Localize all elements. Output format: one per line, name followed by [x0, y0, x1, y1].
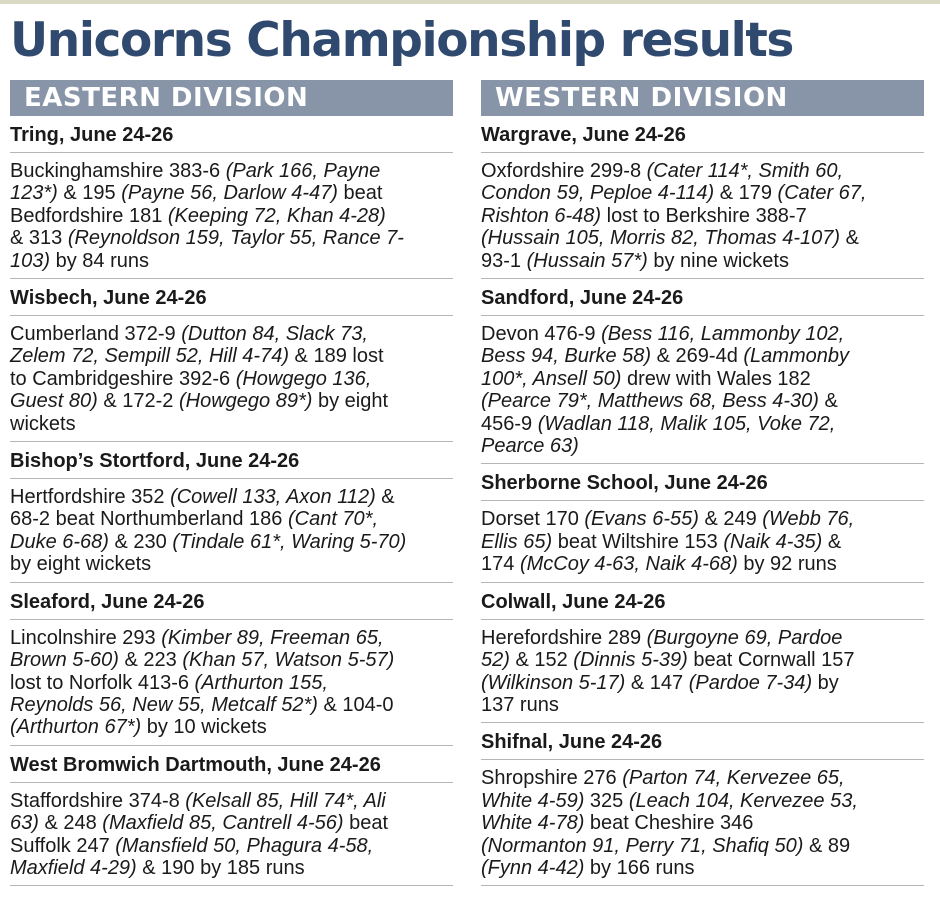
- match-result: [481, 620, 924, 724]
- scorer-detail: 100*, Ansell 50): [481, 367, 622, 390]
- scorer-detail: (Naik 4-35): [723, 530, 823, 553]
- score-text: beat: [337, 182, 383, 205]
- scorer-detail: (Howgego 89*): [179, 390, 313, 413]
- result-line: [481, 531, 924, 553]
- result-line: [10, 649, 453, 671]
- eastern-division-column: [10, 80, 453, 886]
- scorer-detail: 123*): [10, 182, 58, 205]
- match-result: [10, 316, 453, 442]
- scorer-detail: (Khan 57, Watson 5-57): [182, 649, 395, 672]
- score-text: & 172-2: [97, 390, 179, 413]
- page-title: Unicorns Championship results: [10, 13, 794, 68]
- score-text: Herefordshire 289: [481, 626, 647, 649]
- score-text: 174: [481, 553, 520, 576]
- match-venue: Wargrave, June 24-26: [481, 116, 924, 153]
- score-text: &: [840, 227, 859, 250]
- top-rule: [0, 0, 940, 4]
- result-line: [10, 413, 453, 435]
- score-text: &: [822, 530, 842, 553]
- scorer-detail: (Hussain 57*): [526, 249, 648, 272]
- score-text: &: [818, 390, 838, 413]
- score-text: & 313: [10, 227, 68, 250]
- scorer-detail: (Cowell 133, Axon 112): [170, 486, 376, 509]
- score-text: by 10 wickets: [141, 716, 267, 739]
- match-result: [481, 316, 924, 464]
- result-line: [481, 182, 924, 204]
- score-text: 456-9: [481, 412, 538, 435]
- scorer-detail: Brown 5-60): [10, 649, 119, 672]
- score-text: Bedfordshire 181: [10, 204, 168, 227]
- score-text: & 190 by 185 runs: [136, 856, 305, 879]
- scorer-detail: (Leach 104, Kervezee 53,: [628, 789, 858, 812]
- result-line: [481, 390, 924, 412]
- result-line: [481, 767, 924, 789]
- result-line: [10, 857, 453, 879]
- scorer-detail: (Wadlan 118, Malik 105, Voke 72,: [537, 412, 836, 435]
- score-text: Cumberland 372-9: [10, 323, 182, 346]
- scorer-detail: Zelem 72, Sempill 52, Hill 4-74): [10, 345, 289, 368]
- score-text: Devon 476-9: [481, 323, 602, 346]
- scorer-detail: (Dutton 84, Slack 73,: [181, 323, 368, 346]
- result-line: [481, 160, 924, 182]
- result-line: [10, 250, 453, 272]
- scorer-detail: Rishton 6-48): [481, 204, 602, 227]
- scorer-detail: (McCoy 4-63, Naik 4-68): [519, 553, 738, 576]
- result-line: [10, 323, 453, 345]
- score-text: & 147: [625, 671, 689, 694]
- scorer-detail: Bess 94, Burke 58): [481, 345, 652, 368]
- result-line: [481, 649, 924, 671]
- eastern-division-banner: EASTERN DIVISION: [10, 80, 453, 116]
- result-line: [481, 553, 924, 575]
- result-line: [481, 812, 924, 834]
- score-text: wickets: [10, 412, 76, 435]
- score-text: by eight: [312, 390, 389, 413]
- scorer-detail: (Howgego 136,: [235, 367, 372, 390]
- score-text: to Cambridgeshire 392-6: [10, 367, 236, 390]
- score-text: Staffordshire 374-8: [10, 789, 186, 812]
- scorer-detail: (Pearce 79*, Matthews 68, Bess 4-30): [481, 390, 819, 413]
- scorer-detail: (Dinnis 5-39): [573, 649, 688, 672]
- result-line: [10, 835, 453, 857]
- result-line: [481, 345, 924, 367]
- result-line: [10, 531, 453, 553]
- score-text: & 179: [714, 182, 778, 205]
- score-text: by 84 runs: [50, 249, 149, 272]
- scorer-detail: (Evans 6-55): [584, 508, 699, 531]
- scorer-detail: Maxfield 4-29): [10, 856, 137, 879]
- match-result: [10, 479, 453, 583]
- scorer-detail: (Pardoe 7-34): [688, 671, 813, 694]
- result-line: [10, 345, 453, 367]
- result-line: [10, 486, 453, 508]
- score-text: lost to Berkshire 388-7: [601, 204, 807, 227]
- score-text: Oxfordshire 299-8: [481, 160, 647, 182]
- result-line: [10, 368, 453, 390]
- match-venue: Bishop’s Stortford, June 24-26: [10, 442, 453, 479]
- result-line: [481, 627, 924, 649]
- result-line: [10, 694, 453, 716]
- score-text: 93-1: [481, 249, 527, 272]
- result-line: [10, 182, 453, 204]
- result-line: [10, 508, 453, 530]
- match-venue: Shifnal, June 24-26: [481, 723, 924, 760]
- score-text: by 166 runs: [584, 856, 695, 879]
- score-text: Dorset 170: [481, 508, 585, 531]
- match-result: [481, 501, 924, 582]
- scorer-detail: Ellis 65): [481, 530, 553, 553]
- score-text: by eight wickets: [10, 553, 152, 576]
- scorer-detail: (Maxfield 85, Cantrell 4-56): [102, 812, 344, 835]
- score-text: & 248: [38, 812, 103, 835]
- score-text: & 195: [57, 182, 122, 205]
- result-line: [481, 694, 924, 716]
- match-venue: Sandford, June 24-26: [481, 279, 924, 316]
- match-result: [10, 783, 453, 887]
- scorer-detail: Condon 59, Peploe 4-114): [481, 182, 715, 205]
- match-venue: Sherborne School, June 24-26: [481, 464, 924, 501]
- result-line: [10, 205, 453, 227]
- scorer-detail: (Cant 70*,: [287, 508, 379, 531]
- scorer-detail: (Reynoldson 159, Taylor 55, Rance 7-: [67, 227, 404, 250]
- scorer-detail: (Cater 67,: [777, 182, 867, 205]
- scorer-detail: (Hussain 105, Morris 82, Thomas 4-107): [481, 227, 841, 250]
- scorer-detail: (Fynn 4-42): [481, 856, 585, 879]
- score-text: beat Cornwall 157: [687, 649, 855, 672]
- score-text: & 249: [698, 508, 763, 531]
- scorer-detail: (Wilkinson 5-17): [481, 671, 626, 694]
- score-text: 137 runs: [481, 693, 559, 716]
- scorer-detail: (Arthurton 67*): [10, 716, 142, 739]
- scorer-detail: Duke 6-68): [10, 530, 109, 553]
- scorer-detail: Pearce 63): [481, 435, 579, 458]
- western-division-banner: WESTERN DIVISION: [481, 80, 924, 116]
- score-text: &: [375, 486, 395, 509]
- result-line: [10, 790, 453, 812]
- scorer-detail: (Payne 56, Darlow 4-47): [121, 182, 338, 205]
- result-line: [481, 368, 924, 390]
- match-result: [481, 760, 924, 886]
- scorer-detail: (Burgoyne 69, Pardoe: [646, 626, 843, 649]
- result-line: [10, 672, 453, 694]
- score-text: & 152: [509, 649, 574, 672]
- result-line: [481, 250, 924, 272]
- result-line: [481, 790, 924, 812]
- match-venue: Colwall, June 24-26: [481, 583, 924, 620]
- result-line: [10, 716, 453, 738]
- match-venue: Tring, June 24-26: [10, 116, 453, 153]
- match-result: [10, 620, 453, 746]
- match-venue: West Bromwich Dartmouth, June 24-26: [10, 746, 453, 783]
- score-text: & 189 lost: [289, 345, 384, 368]
- score-text: & 223: [118, 649, 183, 672]
- scorer-detail: 103): [10, 249, 51, 272]
- score-text: Hertfordshire 352: [10, 486, 171, 509]
- scorer-detail: (Park 166, Payne: [225, 160, 381, 182]
- scorer-detail: 63): [10, 812, 39, 835]
- match-result: [481, 153, 924, 279]
- western-division-column: [481, 80, 924, 886]
- score-text: Lincolnshire 293: [10, 626, 162, 649]
- score-text: Buckinghamshire 383-6: [10, 160, 226, 182]
- result-line: [481, 508, 924, 530]
- result-line: [481, 672, 924, 694]
- scorer-detail: (Lammonby: [743, 345, 849, 368]
- scorer-detail: (Bess 116, Lammonby 102,: [601, 323, 845, 346]
- score-text: & 230: [108, 530, 173, 553]
- result-line: [10, 390, 453, 412]
- result-line: [481, 435, 924, 457]
- result-line: [10, 553, 453, 575]
- score-text: Suffolk 247: [10, 834, 116, 857]
- result-line: [10, 627, 453, 649]
- result-line: [481, 413, 924, 435]
- scorer-detail: Guest 80): [10, 390, 98, 413]
- score-text: beat Cheshire 346: [584, 812, 754, 835]
- result-line: [10, 160, 453, 182]
- scorer-detail: White 4-59): [481, 789, 585, 812]
- score-text: by nine wickets: [647, 249, 789, 272]
- scorer-detail: (Normanton 91, Perry 71, Shafiq 50): [481, 834, 804, 857]
- score-text: by: [812, 671, 839, 694]
- match-venue: Sleaford, June 24-26: [10, 583, 453, 620]
- match-result: [10, 153, 453, 279]
- scorer-detail: (Mansfield 50, Phagura 4-58,: [115, 834, 374, 857]
- scorer-detail: (Kelsall 85, Hill 74*, Ali: [185, 789, 386, 812]
- result-line: [481, 205, 924, 227]
- score-text: Shropshire 276: [481, 767, 623, 790]
- scorer-detail: (Keeping 72, Khan 4-28): [167, 204, 386, 227]
- score-text: lost to Norfolk 413-6: [10, 671, 195, 694]
- scorer-detail: (Arthurton 155,: [194, 671, 328, 694]
- score-text: beat: [343, 812, 388, 835]
- eastern-match-list: [10, 116, 453, 886]
- score-text: beat Wiltshire 153: [552, 530, 724, 553]
- score-text: 68-2 beat Northumberland 186: [10, 508, 288, 531]
- scorer-detail: (Webb 76,: [762, 508, 855, 531]
- score-text: & 104-0: [317, 693, 394, 716]
- result-line: [10, 227, 453, 249]
- score-text: 325: [584, 789, 629, 812]
- score-text: by 92 runs: [737, 553, 837, 576]
- result-line: [481, 835, 924, 857]
- western-match-list: [481, 116, 924, 886]
- score-text: drew with Wales 182: [621, 367, 811, 390]
- scorer-detail: (Kimber 89, Freeman 65,: [161, 626, 384, 649]
- scorer-detail: White 4-78): [481, 812, 585, 835]
- result-line: [481, 857, 924, 879]
- result-line: [481, 323, 924, 345]
- result-line: [10, 812, 453, 834]
- match-venue: Wisbech, June 24-26: [10, 279, 453, 316]
- scorer-detail: (Tindale 61*, Waring 5-70): [172, 530, 407, 553]
- scorer-detail: (Cater 114*, Smith 60,: [646, 160, 844, 182]
- score-text: & 89: [803, 834, 851, 857]
- scorer-detail: (Parton 74, Kervezee 65,: [622, 767, 845, 790]
- result-line: [481, 227, 924, 249]
- score-text: & 269-4d: [651, 345, 744, 368]
- scorer-detail: 52): [481, 649, 510, 672]
- scorer-detail: Reynolds 56, New 55, Metcalf 52*): [10, 693, 318, 716]
